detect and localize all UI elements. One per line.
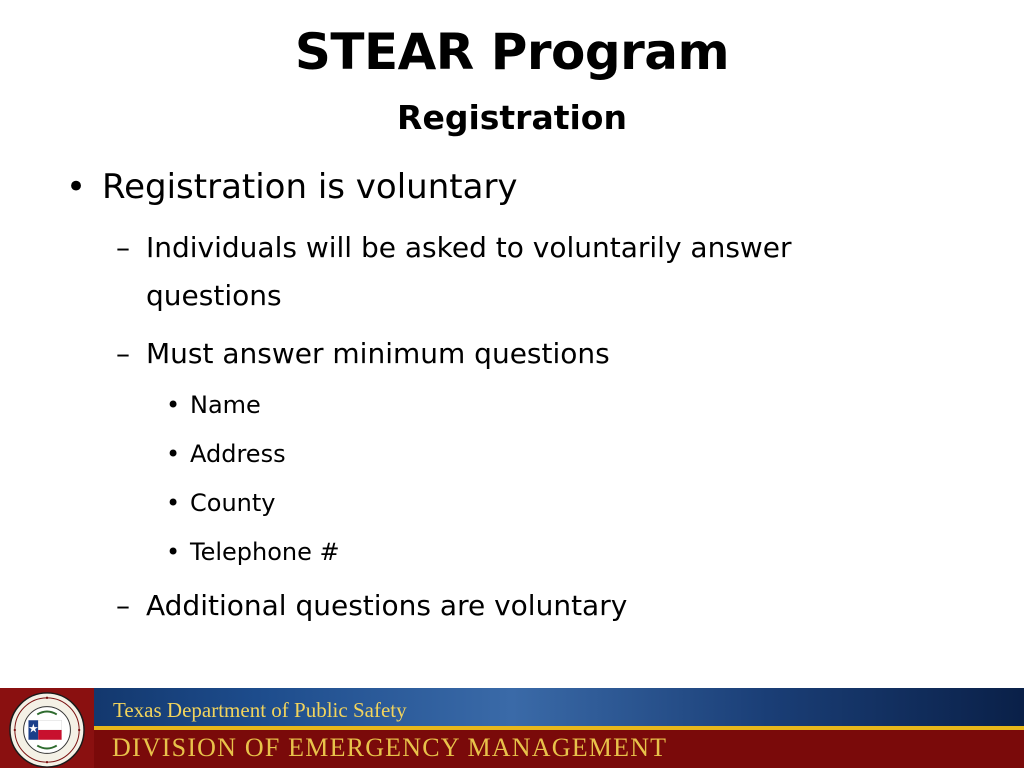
- list-item-text: Address: [190, 440, 286, 468]
- bullet-marker: •: [166, 391, 181, 419]
- dash-marker: –: [116, 589, 130, 622]
- footer-banner: [0, 688, 1024, 768]
- slide-title: STEAR Program: [294, 23, 730, 81]
- bullet-text: Registration is voluntary: [102, 167, 518, 207]
- department-name: Texas Department of Public Safety: [113, 698, 407, 722]
- dash-marker: –: [116, 231, 130, 264]
- bullet-marker: •: [66, 167, 87, 207]
- bullet-marker: •: [166, 489, 181, 517]
- texas-dps-seal-icon: [8, 691, 86, 768]
- division-name: DIVISION OF EMERGENCY MANAGEMENT: [112, 733, 668, 762]
- list-item-text: Name: [190, 391, 261, 419]
- slide-subtitle: Registration: [397, 98, 627, 137]
- bullet-marker: •: [166, 538, 181, 566]
- sub-bullet-text: Must answer minimum questions: [146, 337, 610, 370]
- list-item-text: Telephone #: [190, 538, 340, 566]
- list-item-text: County: [190, 489, 276, 517]
- dash-marker: –: [116, 337, 130, 370]
- bullet-marker: •: [166, 440, 181, 468]
- sub-bullet-text: Individuals will be asked to voluntarily answer questions: [146, 231, 792, 312]
- sub-bullet-text: Additional questions are voluntary: [146, 589, 628, 622]
